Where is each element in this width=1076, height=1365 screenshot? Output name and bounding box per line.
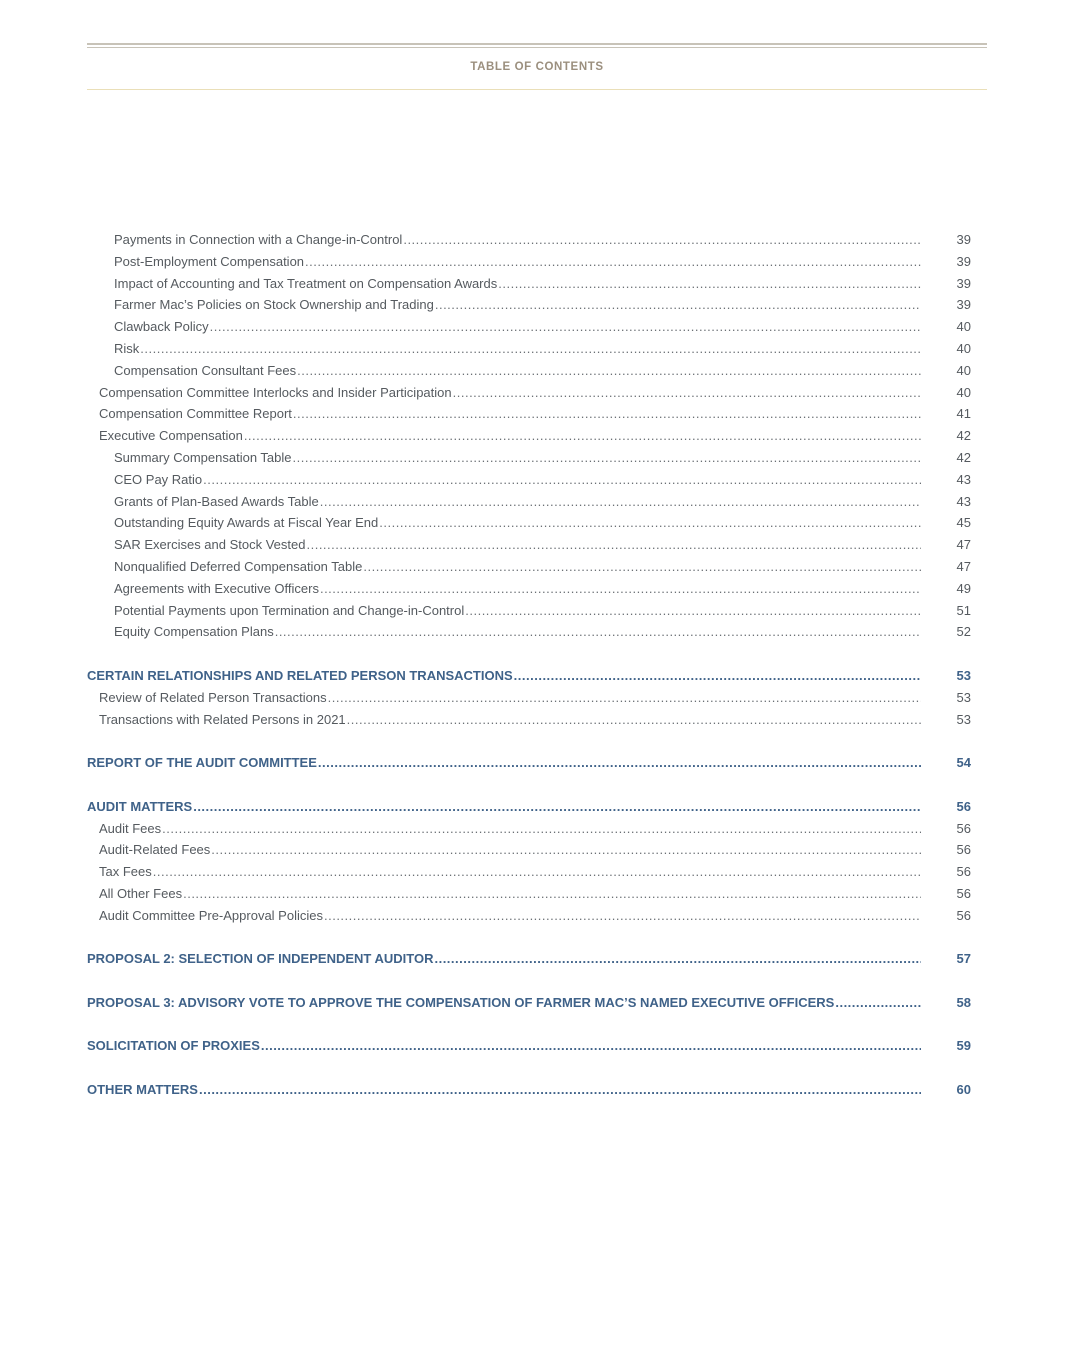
- toc-entry[interactable]: [87, 861, 971, 883]
- toc-entry-label[interactable]: OTHER MATTERS: [87, 1082, 198, 1098]
- toc-entry[interactable]: [87, 883, 971, 905]
- dot-leader: [140, 338, 921, 360]
- toc-section-entry[interactable]: [87, 796, 971, 818]
- toc-entry-page-number[interactable]: 52: [956, 624, 971, 640]
- dot-leader: [306, 534, 921, 556]
- toc-entry[interactable]: [87, 469, 971, 491]
- toc-entry-page-number[interactable]: 49: [956, 580, 971, 596]
- toc-entry-page-number[interactable]: 56: [956, 907, 971, 923]
- table-of-contents: [87, 229, 971, 1101]
- dot-leader: [199, 1079, 921, 1101]
- toc-entry-page-number[interactable]: 43: [956, 471, 971, 487]
- toc-entry-label[interactable]: Clawback Policy: [114, 319, 209, 335]
- toc-entry[interactable]: [87, 447, 971, 469]
- toc-entry-label[interactable]: SAR Exercises and Stock Vested: [114, 537, 306, 553]
- toc-entry-label[interactable]: Compensation Committee Report: [99, 406, 292, 422]
- toc-entry[interactable]: [87, 294, 971, 316]
- toc-entry[interactable]: [87, 273, 971, 295]
- dot-leader: [297, 360, 921, 382]
- toc-entry-page-number[interactable]: 39: [956, 297, 971, 313]
- toc-entry-label[interactable]: Potential Payments upon Termination and Change-in-Control: [114, 602, 465, 618]
- toc-entry-page-number[interactable]: 57: [956, 951, 971, 967]
- toc-entry-label[interactable]: Compensation Committee Interlocks and Insider Participation: [99, 384, 452, 400]
- dot-leader: [203, 469, 921, 491]
- dot-leader: [210, 316, 921, 338]
- toc-entry-page-number[interactable]: 47: [956, 537, 971, 553]
- toc-section-entry[interactable]: [87, 992, 971, 1014]
- toc-entry-page-number[interactable]: 40: [956, 340, 971, 356]
- dot-leader: [318, 752, 921, 774]
- toc-entry-label[interactable]: CERTAIN RELATIONSHIPS AND RELATED PERSON TRANSACTIONS: [87, 667, 513, 683]
- toc-entry-label[interactable]: Transactions with Related Persons in 2021: [99, 711, 346, 727]
- toc-entry-page-number[interactable]: 42: [956, 449, 971, 465]
- toc-entry-label[interactable]: Audit Committee Pre-Approval Policies: [99, 907, 323, 923]
- dot-leader: [162, 818, 921, 840]
- dot-leader: [403, 229, 921, 251]
- toc-entry-label[interactable]: Payments in Connection with a Change-in-Control: [114, 232, 403, 247]
- toc-entry-label[interactable]: Agreements with Executive Officers: [114, 580, 319, 596]
- toc-entry[interactable]: [87, 403, 971, 425]
- toc-entry-page-number[interactable]: 47: [956, 558, 971, 574]
- toc-entry[interactable]: [87, 338, 971, 360]
- toc-entry-page-number[interactable]: 51: [956, 602, 971, 618]
- toc-entry-label[interactable]: All Other Fees: [99, 885, 183, 901]
- toc-entry-page-number[interactable]: 56: [956, 798, 971, 814]
- toc-entry[interactable]: [87, 578, 971, 600]
- toc-entry-label[interactable]: SOLICITATION OF PROXIES: [87, 1038, 260, 1054]
- toc-entry-page-number[interactable]: 39: [956, 232, 971, 247]
- dot-leader: [324, 905, 921, 927]
- toc-entry-label[interactable]: Outstanding Equity Awards at Fiscal Year End: [114, 515, 379, 531]
- toc-entry-label[interactable]: Audit Fees: [99, 820, 162, 836]
- toc-entry-page-number[interactable]: 54: [956, 755, 971, 771]
- header-double-rule: [87, 43, 987, 45]
- dot-leader: [320, 491, 921, 513]
- dot-leader: [275, 621, 921, 643]
- toc-entry-page-number[interactable]: 53: [956, 711, 971, 727]
- toc-entry-page-number[interactable]: 56: [956, 820, 971, 836]
- dot-leader: [320, 578, 921, 600]
- toc-entry[interactable]: [87, 251, 971, 273]
- dot-leader: [211, 839, 921, 861]
- toc-entry[interactable]: [87, 818, 971, 840]
- toc-entry-label[interactable]: Grants of Plan-Based Awards Table: [114, 493, 319, 509]
- toc-entry-label[interactable]: Executive Compensation: [99, 428, 243, 444]
- toc-entry[interactable]: [87, 229, 971, 251]
- toc-entry-page-number[interactable]: 58: [956, 994, 971, 1010]
- toc-section-entry[interactable]: [87, 948, 971, 970]
- toc-entry-label[interactable]: Tax Fees: [99, 864, 152, 880]
- toc-entry[interactable]: [87, 905, 971, 927]
- toc-entry-page-number[interactable]: 56: [956, 864, 971, 880]
- toc-entry-label[interactable]: Farmer Mac’s Policies on Stock Ownership and Trading: [114, 297, 434, 313]
- dot-leader: [453, 382, 921, 404]
- toc-entry-label[interactable]: Nonqualified Deferred Compensation Table: [114, 558, 363, 574]
- toc-entry-label[interactable]: Equity Compensation Plans: [114, 624, 274, 640]
- toc-entry[interactable]: [87, 360, 971, 382]
- toc-entry[interactable]: [87, 316, 971, 338]
- toc-entry-page-number[interactable]: 39: [956, 275, 971, 291]
- toc-entry[interactable]: [87, 709, 971, 731]
- dot-leader: [498, 273, 921, 295]
- dot-leader: [835, 992, 921, 1014]
- toc-entry-page-number[interactable]: 59: [956, 1038, 971, 1054]
- toc-entry[interactable]: [87, 687, 971, 709]
- toc-entry-page-number[interactable]: 43: [956, 493, 971, 509]
- toc-section-entry[interactable]: [87, 1035, 971, 1057]
- dot-leader: [293, 403, 921, 425]
- toc-entry-page-number[interactable]: 56: [956, 842, 971, 858]
- dot-leader: [514, 665, 921, 687]
- dot-leader: [379, 512, 921, 534]
- dot-leader: [153, 861, 921, 883]
- toc-entry[interactable]: [87, 512, 971, 534]
- toc-entry-page-number[interactable]: 39: [956, 253, 971, 269]
- dot-leader: [293, 447, 921, 469]
- toc-section-entry[interactable]: [87, 752, 971, 774]
- toc-entry-page-number[interactable]: 40: [956, 319, 971, 335]
- toc-entry-label[interactable]: Post-Employment Compensation: [114, 253, 305, 269]
- toc-entry[interactable]: [87, 600, 971, 622]
- toc-entry-label[interactable]: REPORT OF THE AUDIT COMMITTEE: [87, 755, 317, 771]
- toc-entry[interactable]: [87, 621, 971, 643]
- toc-entry[interactable]: [87, 839, 971, 861]
- dot-leader: [183, 883, 921, 905]
- dot-leader: [305, 251, 921, 273]
- header-divider: [87, 89, 987, 90]
- toc-entry-label[interactable]: CEO Pay Ratio: [114, 471, 203, 487]
- toc-entry[interactable]: [87, 491, 971, 513]
- toc-entry-label[interactable]: Review of Related Person Transactions: [99, 689, 327, 705]
- dot-leader: [347, 709, 921, 731]
- toc-entry-page-number[interactable]: 45: [956, 515, 971, 531]
- toc-entry[interactable]: [87, 382, 971, 404]
- toc-entry-page-number[interactable]: 42: [956, 428, 971, 444]
- toc-entry-label[interactable]: PROPOSAL 3: ADVISORY VOTE TO APPROVE THE COMPENSATION OF FARMER MAC’S NAMED EXECUTIVE OFFICERS: [87, 994, 835, 1010]
- toc-entry[interactable]: [87, 425, 971, 447]
- dot-leader: [244, 425, 921, 447]
- toc-entry-label[interactable]: Summary Compensation Table: [114, 449, 292, 465]
- toc-entry-page-number[interactable]: 56: [956, 885, 971, 901]
- dot-leader: [261, 1035, 921, 1057]
- dot-leader: [363, 556, 921, 578]
- dot-leader: [465, 600, 921, 622]
- dot-leader: [193, 796, 921, 818]
- toc-entry-label[interactable]: Compensation Consultant Fees: [114, 362, 297, 378]
- toc-entry-label[interactable]: Risk: [114, 340, 140, 356]
- toc-section-entry[interactable]: [87, 1079, 971, 1101]
- toc-entry-page-number[interactable]: 40: [956, 384, 971, 400]
- toc-section-entry[interactable]: [87, 665, 971, 687]
- toc-entry[interactable]: [87, 534, 971, 556]
- toc-entry-page-number[interactable]: 53: [956, 667, 971, 683]
- toc-entry-label[interactable]: PROPOSAL 2: SELECTION OF INDEPENDENT AUDITOR: [87, 951, 434, 967]
- dot-leader: [435, 294, 921, 316]
- dot-leader: [434, 948, 921, 970]
- toc-entry-page-number[interactable]: 60: [956, 1082, 971, 1098]
- toc-entry-label[interactable]: Audit-Related Fees: [99, 842, 211, 858]
- toc-entry-page-number[interactable]: 41: [956, 406, 971, 422]
- page-title: TABLE OF CONTENTS: [470, 61, 604, 73]
- page-header: [87, 0, 987, 92]
- toc-entry-page-number[interactable]: 40: [956, 362, 971, 378]
- dot-leader: [328, 687, 921, 709]
- toc-entry[interactable]: [87, 556, 971, 578]
- toc-entry-label[interactable]: Impact of Accounting and Tax Treatment on Compensation Awards: [114, 275, 498, 291]
- toc-entry-label[interactable]: AUDIT MATTERS: [87, 798, 193, 814]
- header-double-rule-inner: [87, 47, 987, 48]
- toc-entry-page-number[interactable]: 53: [956, 689, 971, 705]
